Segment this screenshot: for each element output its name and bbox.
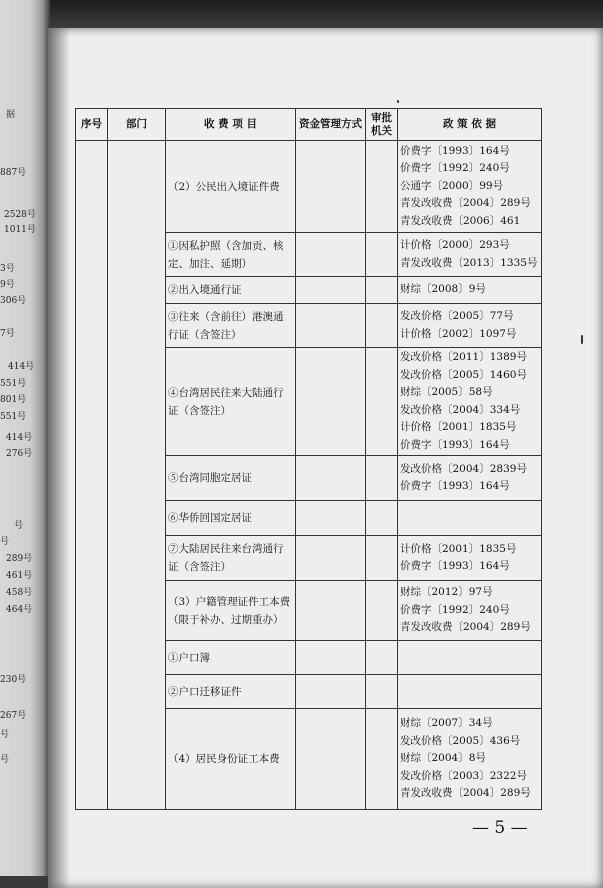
basis-line: 发改价格〔2004〕2839号 [400, 462, 527, 475]
fragment: 7号 [0, 329, 15, 339]
scan-speck [397, 100, 399, 103]
basis-line: 价费字〔1992〕240号 [400, 603, 510, 616]
basis-line: 财综〔2004〕8号 [400, 752, 486, 765]
basis-line: 价费字〔1992〕240号 [400, 162, 510, 175]
fragment: 289号 [6, 554, 33, 564]
basis-cell [398, 348, 542, 456]
fund-cell [296, 456, 366, 501]
seq-cell [76, 141, 108, 810]
page-gutter-shadow [48, 28, 70, 888]
fund-cell [296, 675, 366, 709]
basis-line: 青发改收费〔2004〕289号 [400, 787, 531, 800]
fund-cell [296, 501, 366, 536]
fragment: 306号 [0, 296, 27, 306]
item-cell: ⑤台湾同胞定居证 [166, 456, 296, 501]
fund-cell [296, 536, 366, 581]
basis-cell [398, 456, 542, 501]
header-basis: 政 策 依 据 [398, 109, 542, 141]
approval-cell [366, 641, 398, 675]
basis-line: 价费字〔1993〕164号 [400, 438, 510, 451]
item-cell: ②出入境通行证 [166, 277, 296, 304]
page-number: — 5 — [472, 818, 528, 838]
basis-line: 发改价格〔2005〕436号 [400, 734, 521, 747]
basis-line: 青发改收费〔2004〕289号 [400, 197, 531, 210]
basis-cell [398, 141, 542, 233]
fragment: 551号 [0, 379, 27, 389]
fund-cell [296, 709, 366, 810]
basis-line: 发改价格〔2004〕334号 [400, 403, 521, 416]
fee-table [75, 108, 542, 810]
basis-cell [398, 233, 542, 277]
item-cell: ⑦大陆居民往来台湾通行证（含签注） [166, 536, 296, 581]
basis-cell [398, 581, 542, 641]
basis-line: 价费字〔1993〕164号 [400, 560, 510, 572]
basis-line: 发改价格〔2005〕1460号 [400, 368, 527, 381]
fragment: 414号 [6, 433, 33, 443]
header-fund-mgmt: 资金管理方式 [296, 109, 366, 141]
basis-cell [398, 277, 542, 304]
fragment: 461号 [6, 571, 33, 581]
basis-line: 发改价格〔2005〕77号 [400, 310, 514, 322]
dept-cell [108, 141, 166, 810]
approval-cell [366, 456, 398, 501]
fund-cell [296, 233, 366, 277]
basis-cell [398, 536, 542, 581]
fragment: 464号 [6, 605, 33, 615]
header-item: 收 费 项 目 [166, 109, 296, 141]
fund-cell [296, 277, 366, 304]
basis-line: 计价格〔2002〕1097号 [400, 327, 517, 340]
table-row [76, 141, 542, 233]
scan-speck [581, 335, 583, 344]
approval-cell [366, 501, 398, 536]
basis-cell [398, 675, 542, 709]
basis-cell [398, 304, 542, 348]
approval-cell [366, 141, 398, 233]
fragment: 801号 [0, 395, 27, 405]
fragment: 据 [6, 110, 16, 120]
item-cell: ⑥华侨回国定居证 [166, 501, 296, 536]
fragment: 2528号 [4, 210, 36, 220]
basis-line: 公通字〔2000〕99号 [400, 179, 504, 192]
approval-cell [366, 233, 398, 277]
fund-cell [296, 581, 366, 641]
basis-line: 青发改收费〔2004〕289号 [400, 621, 531, 634]
fragment: 230号 [0, 675, 27, 685]
fragment: 414号 [8, 362, 35, 372]
basis-line: 青发改收费〔2013〕1335号 [400, 256, 538, 269]
item-cell: ④台湾居民往来大陆通行证（含签注） [166, 348, 296, 456]
basis-line: 价费字〔1993〕164号 [400, 144, 510, 157]
item-cell: ①户口簿 [166, 641, 296, 675]
fragment: 号 [0, 730, 10, 740]
item-cell: （3）户籍管理证件工本费（限于补办、过期重办） [166, 581, 296, 641]
item-cell: ③往来（含前往）港澳通行证（含签注） [166, 304, 296, 348]
item-cell: （2）公民出入境证件费 [166, 141, 296, 233]
approval-cell [366, 675, 398, 709]
fragment: 458号 [6, 588, 33, 598]
approval-cell [366, 277, 398, 304]
approval-cell [366, 709, 398, 810]
table-header-row [76, 109, 542, 141]
fund-cell [296, 304, 366, 348]
approval-cell [366, 581, 398, 641]
item-cell: ①因私护照（含加贡、核定、加注、延期） [166, 233, 296, 277]
fragment: 3号 [0, 264, 15, 274]
basis-cell [398, 709, 542, 810]
fragment: 1011号 [4, 225, 36, 235]
approval-cell [366, 536, 398, 581]
fragment: 号 [0, 755, 10, 765]
basis-cell [398, 501, 542, 536]
basis-line: 计价格〔2001〕1835号 [400, 542, 517, 555]
item-cell: （4）居民身份证工本费 [166, 709, 296, 810]
basis-cell [398, 641, 542, 675]
approval-cell [366, 348, 398, 456]
fragment: 887号 [0, 168, 27, 178]
approval-cell [366, 304, 398, 348]
basis-line: 发改价格〔2011〕1389号 [400, 351, 527, 363]
item-cell: ②户口迁移证件 [166, 675, 296, 709]
fragment: 267号 [0, 711, 27, 721]
basis-line: 财综〔2005〕58号 [400, 386, 493, 398]
fund-cell [296, 348, 366, 456]
basis-line: 财综〔2008〕9号 [400, 283, 486, 296]
basis-line: 价费字〔1993〕164号 [400, 480, 510, 492]
header-dept: 部门 [108, 109, 166, 141]
fragment: 551号 [0, 412, 27, 422]
fragment: 号 [14, 521, 24, 531]
basis-line: 财综〔2007〕34号 [400, 717, 493, 730]
basis-line: 青发改收费〔2006〕461 [400, 214, 521, 227]
basis-line: 计价格〔2000〕293号 [400, 239, 510, 251]
header-approval: 审批机关 [366, 109, 398, 141]
fragment: 276号 [6, 449, 33, 459]
fragment: 9号 [0, 280, 15, 290]
fund-cell [296, 141, 366, 233]
adjacent-page-edge [0, 0, 50, 876]
fund-cell [296, 641, 366, 675]
fragment: 号 [0, 537, 10, 547]
basis-line: 计价格〔2001〕1835号 [400, 421, 517, 433]
basis-line: 发改价格〔2003〕2322号 [400, 769, 527, 782]
header-seq: 序号 [76, 109, 108, 141]
basis-line: 财综〔2012〕97号 [400, 586, 493, 599]
